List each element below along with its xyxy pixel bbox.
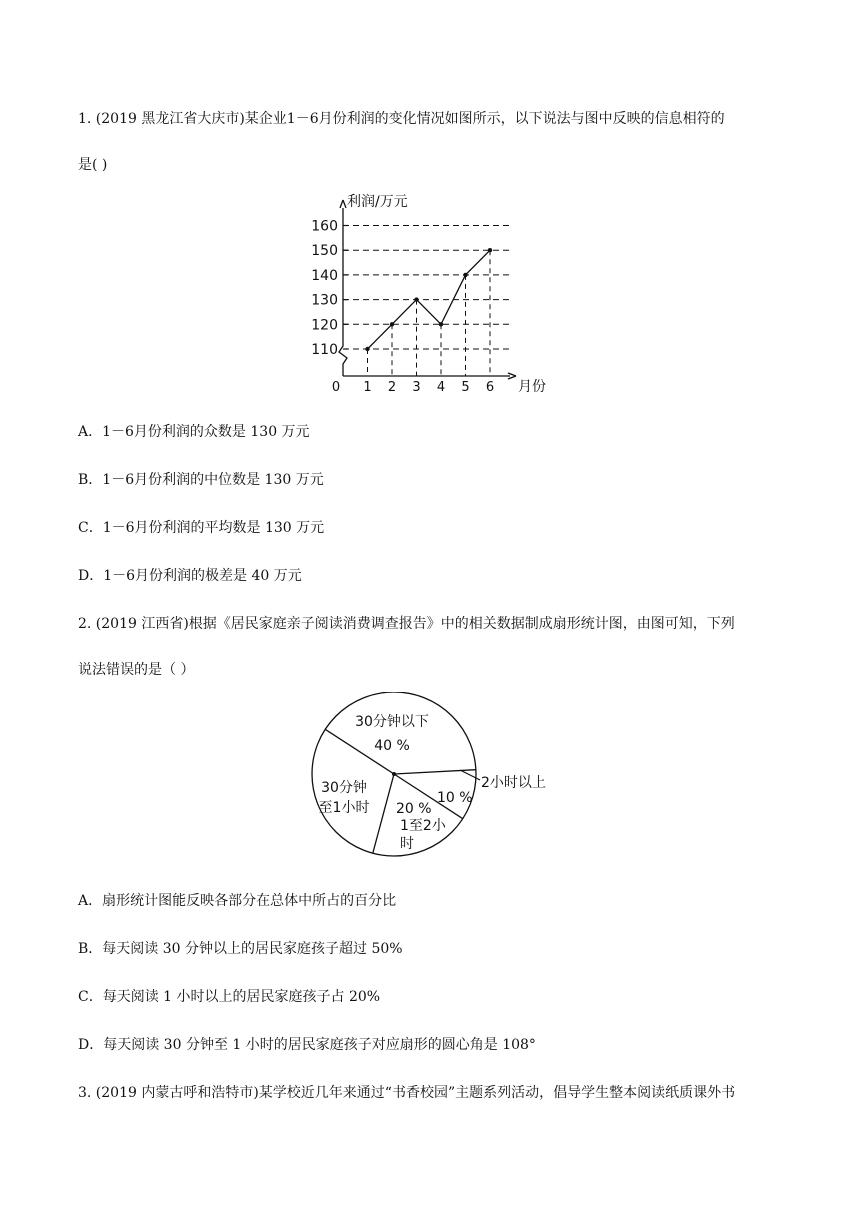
profit-line-chart	[300, 186, 560, 396]
slice-30to60-label-line2: 至1小时	[318, 800, 370, 816]
q2-stem-line1: 2. (2019 江西省)根据《居民家庭亲子阅读消费调查报告》中的相关数据制成扇形统计图，由图可知，下列	[78, 616, 735, 632]
slice-oneto2-label-line1: 1至2小	[400, 818, 446, 834]
data-point-6	[488, 248, 492, 252]
origin-label: 0	[331, 380, 341, 395]
slice-under30-pct: 40 %	[374, 738, 410, 754]
slice-over2-label: 2小时以上	[481, 775, 546, 791]
y-tick-label-160: 160	[311, 218, 338, 235]
data-point-3	[414, 297, 418, 301]
x-tick-label-1: 1	[363, 380, 372, 395]
q3-stem-line1: 3. (2019 内蒙古呼和浩特市)某学校近几年来通过“书香校园”主题系列活动，倡导学生整本阅读纸质课外书	[78, 1085, 736, 1101]
q1-option-c[interactable]: C．1－6月份利润的平均数是 130 万元	[78, 520, 325, 536]
over2-leader-line	[460, 770, 480, 780]
q1-stem-line1: 1. (2019 黑龙江省大庆市)某企业1－6月份利润的变化情况如图所示，以下说法与图中反映的信息相符的	[78, 111, 725, 127]
q2-stem-line2: 说法错误的是（ ）	[78, 662, 195, 678]
y-axis	[339, 208, 347, 376]
x-axis-label: 月份	[518, 379, 546, 395]
data-point-1	[365, 347, 369, 351]
y-tick-label-120: 120	[311, 317, 338, 334]
divider-oneto2-30to60	[373, 774, 394, 853]
x-tick-label-4: 4	[436, 380, 446, 395]
q2-option-d[interactable]: D．每天阅读 30 分钟至 1 小时的居民家庭孩子对应扇形的圆心角是 108°	[78, 1037, 536, 1053]
q1-option-a[interactable]: A．1－6月份利润的众数是 130 万元	[78, 424, 310, 440]
slice-over2-pct: 10 %	[437, 790, 473, 806]
x-tick-label-2: 2	[387, 380, 397, 395]
x-tick-label-3: 3	[412, 380, 421, 395]
q2-option-c[interactable]: C．每天阅读 1 小时以上的居民家庭孩子占 20%	[78, 989, 381, 1005]
pie-center	[392, 772, 396, 776]
y-axis-arrow	[340, 200, 346, 208]
q1-option-d[interactable]: D．1－6月份利润的极差是 40 万元	[78, 568, 302, 584]
q1-stem-line2: 是( )	[78, 157, 108, 173]
data-point-5	[463, 273, 467, 277]
x-tick-label-5: 5	[461, 380, 470, 395]
slice-oneto2-pct: 20 %	[396, 801, 432, 817]
y-tick-label-130: 130	[311, 292, 338, 309]
slice-oneto2-label-line2: 时	[400, 836, 414, 852]
q2-option-b[interactable]: B．每天阅读 30 分钟以上的居民家庭孩子超过 50%	[78, 941, 403, 957]
x-tick-label-6: 6	[485, 380, 495, 395]
y-tick-label-140: 140	[311, 267, 338, 284]
slice-30to60-label-line1: 30分钟	[321, 780, 367, 796]
y-tick-label-110: 110	[311, 342, 338, 358]
q1-option-b[interactable]: B．1－6月份利润的中位数是 130 万元	[78, 472, 324, 488]
data-point-2	[390, 322, 394, 326]
y-tick-label-150: 150	[311, 243, 338, 260]
slice-under30-label: 30分钟以下	[355, 714, 429, 730]
q2-option-a[interactable]: A．扇形统计图能反映各部分在总体中所占的百分比	[78, 893, 397, 909]
data-point-4	[439, 322, 443, 326]
reading-pie-chart	[300, 692, 580, 862]
y-axis-label: 利润/万元	[347, 194, 408, 210]
